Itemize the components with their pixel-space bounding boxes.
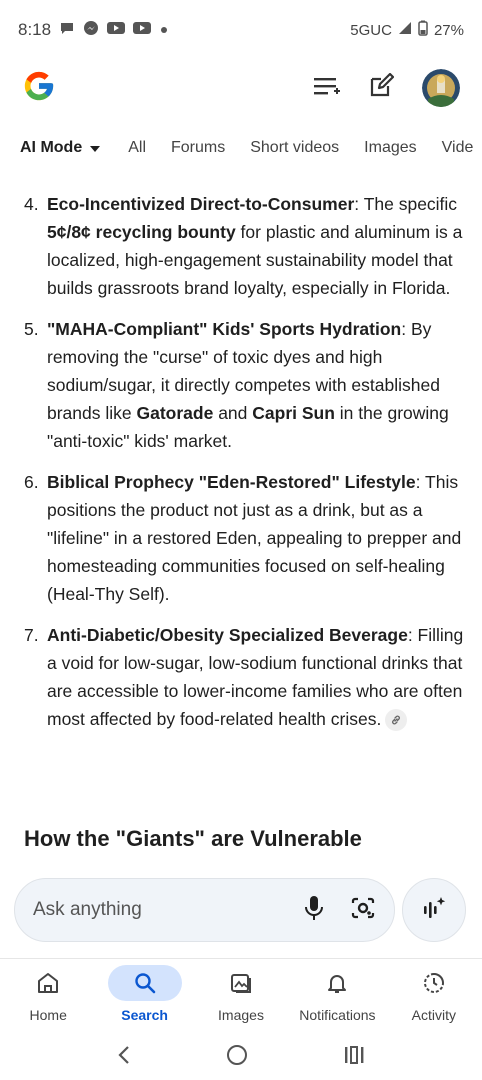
list-item-title: Anti-Diabetic/Obesity Specialized Beverage — [47, 625, 408, 645]
dot-icon — [159, 20, 169, 40]
nav-home[interactable] — [0, 959, 96, 1032]
nav-images[interactable] — [193, 959, 289, 1032]
nav-activity[interactable] — [386, 959, 482, 1032]
list-item — [24, 621, 464, 733]
list-item-body: and — [213, 403, 253, 423]
avatar[interactable] — [422, 69, 460, 107]
battery-icon — [418, 20, 428, 40]
search-icon — [108, 965, 182, 1001]
source-link-icon[interactable] — [385, 709, 407, 731]
list-item-text — [47, 621, 464, 733]
network-label: 5GUC — [350, 21, 392, 39]
system-navigation-bar — [0, 1034, 482, 1080]
list-item-text — [47, 468, 464, 608]
bell-icon — [300, 965, 374, 1001]
nav-label: Search — [121, 1007, 168, 1023]
live-mode-button[interactable] — [402, 878, 466, 942]
nav-notifications[interactable] — [289, 959, 385, 1032]
tab-short-videos[interactable]: Short videos — [250, 139, 340, 156]
bottom-navigation — [0, 958, 482, 1032]
list-item-body: : The specific — [354, 194, 458, 214]
google-logo-icon[interactable] — [22, 69, 56, 108]
bold-phrase: 5¢/8¢ recycling bounty — [47, 222, 236, 242]
bold-phrase: Capri Sun — [252, 403, 335, 423]
signal-icon — [398, 21, 412, 39]
list-item-body: : Filling a void for low-sugar, low-sodium functional drinks that are accessible to lower-income families who are often most affected by food-related health crises. — [47, 625, 464, 729]
list-item — [24, 190, 464, 302]
youtube-icon — [107, 20, 125, 40]
battery-level: 27% — [433, 21, 464, 39]
section-heading: How the "Giants" are Vulnerable — [24, 826, 362, 851]
nav-label: Images — [218, 1007, 264, 1023]
youtube-icon — [133, 20, 151, 40]
list-number: 5. — [24, 319, 39, 339]
nav-label: Notifications — [299, 1007, 376, 1023]
list-item-title: "MAHA-Compliant" Kids' Sports Hydration — [47, 319, 402, 339]
home-icon — [11, 965, 85, 1001]
list-item-body: : This positions the product not just as a drink, but as a "lifeline" in a restored Eden, appealing to prepper and homesteading communities focused on self-healing (Heal-Thy Self). — [47, 472, 462, 604]
message-icon — [59, 20, 75, 41]
list-number: 4. — [24, 194, 39, 214]
messenger-icon — [83, 20, 99, 41]
list-item-body: in the growing "anti-toxic" kids' market. — [47, 403, 449, 451]
sparkle-waveform-icon — [421, 895, 447, 926]
activity-icon — [397, 965, 471, 1001]
status-time: 8:18 — [18, 20, 52, 39]
nav-label: Activity — [411, 1007, 456, 1023]
new-chat-edit-icon[interactable] — [368, 73, 394, 104]
search-mode-tabs — [0, 128, 482, 168]
microphone-icon[interactable] — [304, 895, 324, 926]
history-list-icon[interactable] — [312, 74, 340, 103]
tab-images[interactable]: Images — [364, 139, 417, 156]
app-header — [0, 62, 482, 114]
list-item-title: Biblical Prophecy "Eden-Restored" Lifestyle — [47, 472, 416, 492]
list-item-body: : By removing the "curse" of toxic dyes and high sodium/sugar, it directly competes with established brands like — [47, 319, 440, 423]
tab-ai-mode[interactable] — [20, 139, 100, 157]
ask-input[interactable] — [14, 878, 395, 942]
tab-forums[interactable]: Forums — [171, 139, 226, 156]
list-number: 7. — [24, 625, 39, 645]
nav-search[interactable] — [96, 959, 192, 1032]
bold-phrase: Gatorade — [136, 403, 214, 423]
list-item-text — [47, 315, 464, 455]
caret-down-icon — [90, 139, 100, 157]
list-item-title: Eco-Incentivized Direct-to-Consumer — [47, 194, 355, 214]
status-bar — [0, 0, 482, 60]
ask-placeholder: Ask anything — [33, 899, 142, 920]
nav-label: Home — [29, 1007, 67, 1023]
list-item — [24, 315, 464, 455]
ai-response — [24, 190, 464, 746]
list-item-body: for plastic and aluminum is a localized, high-engagement sustainability model that builds grassroots brand loyalty, especially in Florida. — [47, 222, 463, 298]
tab-all[interactable]: All — [128, 139, 146, 156]
list-number: 6. — [24, 472, 39, 492]
tab-videos[interactable]: Vide — [441, 139, 474, 156]
images-icon — [204, 965, 278, 1001]
list-item — [24, 468, 464, 608]
recents-icon[interactable] — [343, 1045, 365, 1070]
back-chevron-icon[interactable] — [117, 1045, 131, 1070]
home-circle-icon[interactable] — [226, 1044, 248, 1071]
lens-camera-icon[interactable] — [350, 896, 376, 925]
list-item-text — [47, 190, 464, 302]
tab-label: AI Mode — [20, 139, 83, 156]
